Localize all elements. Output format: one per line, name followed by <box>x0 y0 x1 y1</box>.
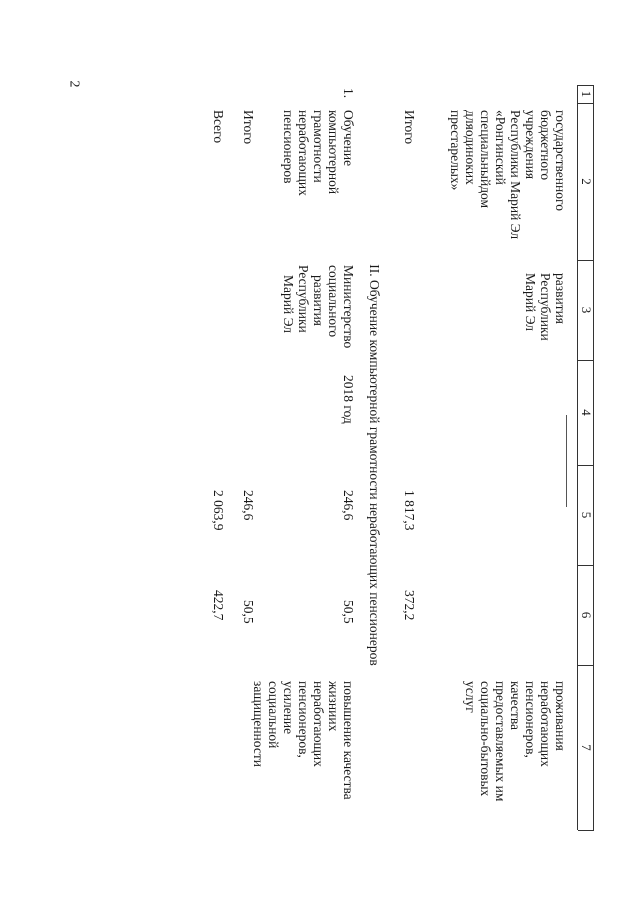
cell-word: специальный <box>478 110 493 187</box>
cell-line: Министерство <box>341 265 356 349</box>
cell-line: пенсионеров, <box>523 681 538 758</box>
cell-line: социальной <box>266 681 281 749</box>
cell-line: усиление <box>281 681 296 735</box>
page-number: 2 <box>66 80 82 88</box>
end-of-document-line <box>566 415 567 507</box>
cell-line: Марий Эл <box>523 273 538 332</box>
row-1-col4: 2018 год <box>341 375 356 424</box>
row-1-col7 <box>251 681 356 831</box>
header-col-2: 2 <box>579 178 594 185</box>
header-col-1: 1 <box>579 90 594 98</box>
row-1-col3 <box>281 265 356 348</box>
cell-line: неработающих <box>538 681 553 767</box>
continued-row-col3 <box>523 273 568 341</box>
continued-row-col2 <box>448 110 568 260</box>
row-1-col5: 246,6 <box>341 490 356 521</box>
total-col5: 2 063,9 <box>211 490 226 531</box>
cell-line-justified <box>463 110 478 260</box>
cell-line: грамотности <box>311 110 326 183</box>
cell-word: жизни <box>326 681 341 718</box>
cell-line: Марий Эл <box>281 275 296 334</box>
cell-line: неработающих <box>311 681 326 767</box>
row-1-number: 1. <box>341 88 356 99</box>
cell-line: престарелых» <box>448 110 463 191</box>
header-col-5: 5 <box>579 511 594 519</box>
subtotal-1-col5: 1 817,3 <box>402 490 417 531</box>
cell-line: пенсионеров <box>281 110 296 184</box>
subtotal-2-col5: 246,6 <box>241 490 256 521</box>
cell-word: для <box>463 110 478 130</box>
cell-line-justified <box>326 681 341 831</box>
subtotal-2-col6: 50,5 <box>241 600 256 624</box>
cell-line-justified <box>478 110 493 260</box>
cell-line: повышение качества <box>341 681 356 800</box>
header-col-4: 4 <box>579 409 594 416</box>
cell-word: одиноких <box>463 129 478 185</box>
cell-word: дом <box>478 186 493 209</box>
subtotal-2-label: Итого <box>241 110 256 145</box>
cell-line: развития <box>553 273 568 325</box>
rotated-table-page <box>74 85 594 845</box>
continued-row-col7 <box>463 681 568 801</box>
cell-line: проживания <box>553 681 568 751</box>
header-col-7: 7 <box>579 744 594 751</box>
cell-line: Обучение <box>341 110 356 167</box>
cell-line: защищенности <box>251 681 266 767</box>
cell-line: социально-бытовых <box>478 681 493 797</box>
cell-word: их <box>326 717 341 732</box>
cell-line: услуг <box>463 681 478 713</box>
cell-line: развития <box>311 275 326 327</box>
cell-line: Республики <box>296 265 311 333</box>
table-right-border <box>578 830 594 831</box>
cell-line: «Ронгинский <box>493 110 508 185</box>
header-col-6: 6 <box>579 611 594 619</box>
total-label: Всего <box>211 110 226 144</box>
subtotal-1-label: Итого <box>402 110 417 145</box>
cell-line: качества <box>508 681 523 731</box>
row-1-col2 <box>281 110 356 196</box>
cell-line: Республики <box>538 273 553 341</box>
cell-line: государственного <box>553 110 568 211</box>
cell-line: неработающих <box>296 110 311 196</box>
header-col-3: 3 <box>579 306 594 314</box>
cell-line: социального <box>326 265 341 338</box>
cell-line: учреждения <box>523 110 538 180</box>
subtotal-1-col6: 372,2 <box>402 590 417 621</box>
row-1-col6: 50,5 <box>341 600 356 624</box>
cell-line: компьютерной <box>326 110 341 195</box>
cell-line: предоставляемых им <box>493 681 508 802</box>
cell-line: Республики Марий Эл <box>508 110 523 240</box>
total-col6: 422,7 <box>211 590 226 621</box>
section-2-title: II. Обучение компьютерной грамотности неработающих пенсионеров <box>367 264 382 666</box>
cell-line: бюджетного <box>538 110 553 181</box>
cell-line: пенсионеров, <box>296 681 311 758</box>
